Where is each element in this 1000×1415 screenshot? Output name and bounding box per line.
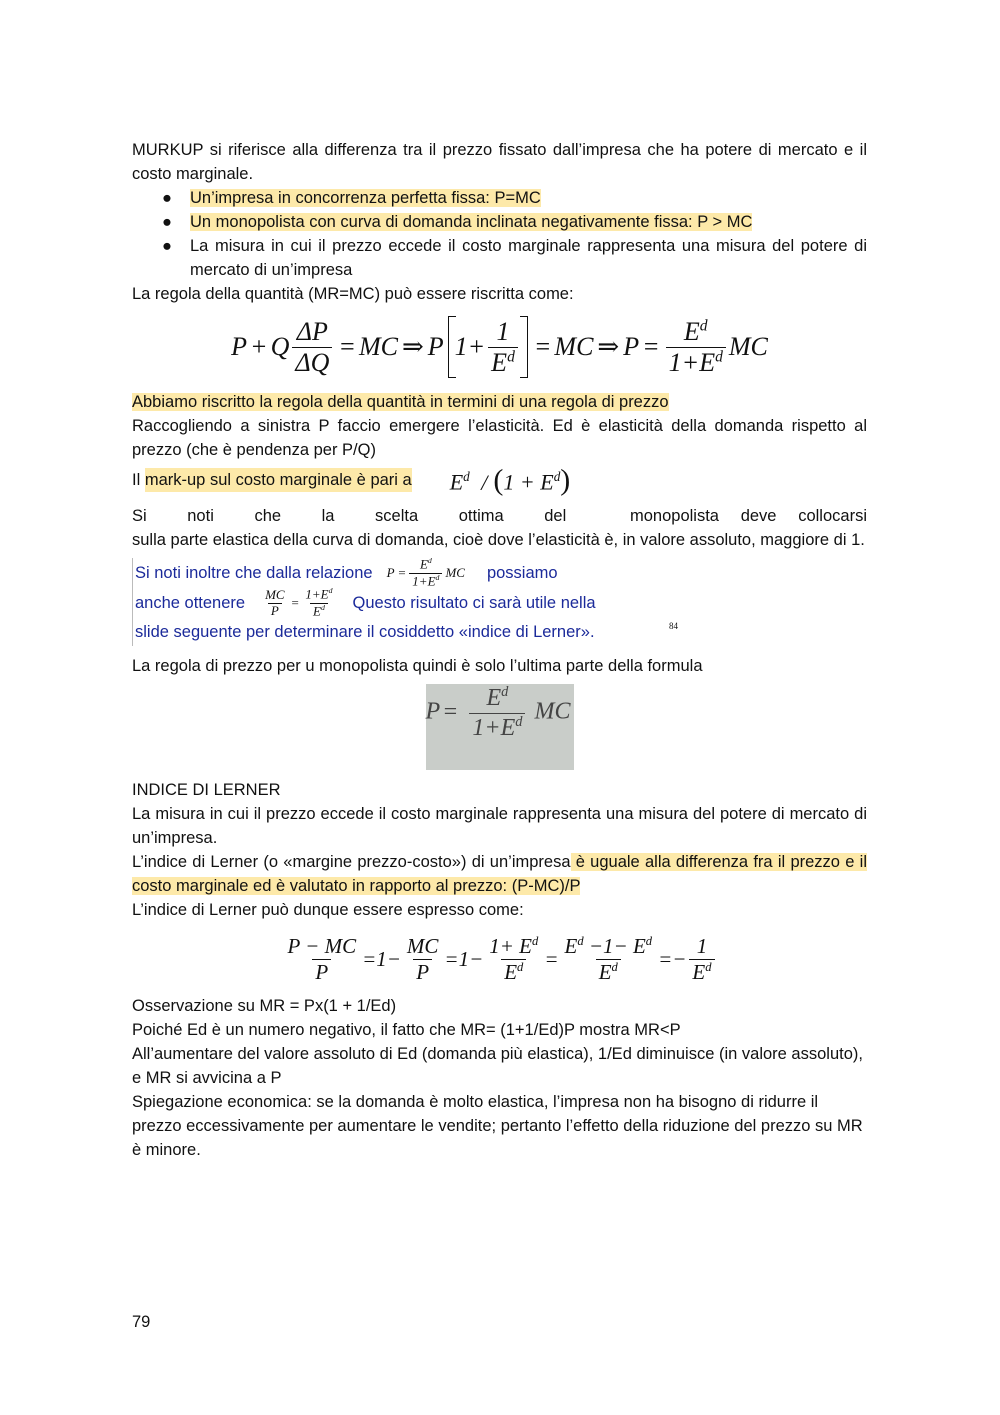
observation-line: All’aumentare del valore assoluto di Ed (domanda più elastica), 1/Ed diminuisce (in valore assoluto), e MR si avvicina a P: [132, 1045, 863, 1087]
lerner-definition: L’indice di Lerner (o «margine prezzo-costo») di un’impresa è uguale alla differenza fra il prezzo e il costo marginale ed è valutato in rapporto al prezzo: (P-MC)/P: [132, 853, 867, 895]
rule-line: La regola della quantità (MR=MC) può essere riscritta come:: [132, 285, 574, 303]
lerner-paragraph: La misura in cui il prezzo eccede il costo marginale rappresenta una misura del potere di mercato di un’impresa.: [132, 805, 867, 847]
observation-line: Osservazione su MR = Px(1 + 1/Ed): [132, 997, 397, 1015]
list-item: ● La misura in cui il prezzo eccede il costo marginale rappresenta una misura del potere di mercato di un’impresa: [162, 237, 867, 279]
observation-line: Spiegazione economica: se la domanda è molto elastica, l’impresa non ha bisogno di ridurre il prezzo eccessivamente per aumentare le vendite; pertanto l’effetto della riduzione del prezzo su MR è minore.: [132, 1093, 863, 1159]
markup-line: Il mark-up sul costo marginale è pari a $E^d / (1 + E^d)$: [132, 463, 571, 497]
price-rule-image: P= $\frac{E^d}{1+E^d}$ MC: [426, 684, 574, 770]
page-number: 79: [132, 1313, 151, 1331]
list-item: ● Un’impresa in concorrenza perfetta fissa: P=MC: [162, 189, 541, 207]
rewritten-note: Abbiamo riscritto la regola della quantità in termini di una regola di prezzo: [132, 393, 669, 411]
markup-formula: $E^d / (1 + E^d)$: [449, 463, 571, 497]
lerner-expression-line: L’indice di Lerner può dunque essere espresso come:: [132, 901, 524, 919]
collect-paragraph: Raccogliendo a sinistra P faccio emergere l’elasticità. Ed è elasticità della domanda rispetto al prezzo (che è pendenza per P/Q): [132, 417, 867, 459]
note-paragraph: Si noti che la scelta ottima del monopolista deve collocarsi sulla parte elastica della curva di domanda, cioè dove l’elasticità è, in valore assoluto, maggiore di 1.: [132, 507, 867, 549]
equation-quantity-rule: P + Q $\frac{\Delta P}{\Delta Q}$ = MC ⇒ P 1+ $\frac{1}{E^d}$ = MC ⇒ P = $\frac{E^d}{1+E^d}$ MC: [231, 316, 768, 377]
document-body: [132, 138, 867, 1162]
observation-line: Poiché Ed è un numero negativo, il fatto che MR= (1+1/Ed)P mostra MR<P: [132, 1021, 681, 1039]
list-item: ● Un monopolista con curva di domanda inclinata negativamente fissa: P > MC: [162, 213, 753, 231]
slide-excerpt: Si noti inoltre che dalla relazione P = $\frac{E^d}{1+E^d}$ MC possiamo anche ottenere $\frac{MC}{P}$ = $\frac{1+E^d}{E^d}$ Questo risultato ci sarà utile nella slide seguente per determinare il cosiddetto «indice di Lerner». 84: [132, 558, 695, 646]
lerner-heading: INDICE DI LERNER: [132, 781, 281, 799]
price-rule-line: La regola di prezzo per u monopolista quindi è solo l’ultima parte della formula: [132, 657, 703, 675]
intro-paragraph: MURKUP si riferisce alla differenza tra il prezzo fissato dall’impresa che ha potere di mercato e il costo marginale.: [132, 141, 867, 183]
bullet-list: [132, 186, 867, 282]
equation-lerner-index: $\frac{P - MC}{P}$ = 1 − $\frac{MC}{P}$ = 1 − $\frac{1+ E^d}{E^d}$ = $\frac{E^d -1- E^d}{E^d}$ = − $\frac{1}{E^d}$: [132, 928, 867, 990]
